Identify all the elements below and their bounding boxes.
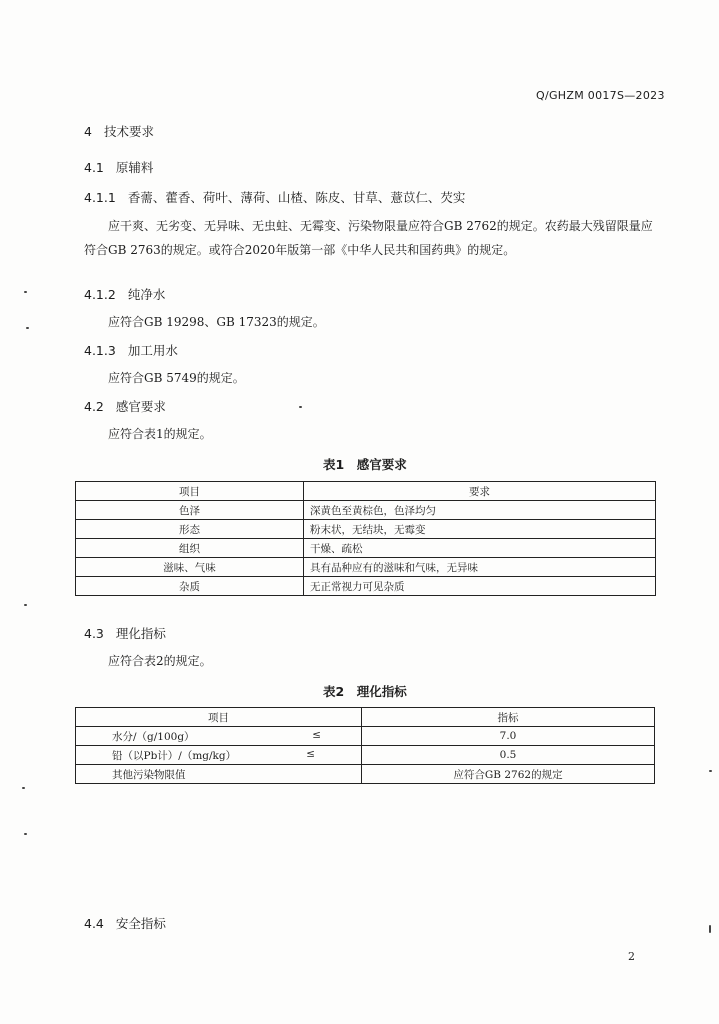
section-4-1-3-text: 应符合GB 5749的规定。 [108,371,245,385]
table-cell: 形态 [76,520,304,539]
section-title: 技术要求 [103,124,154,139]
section-number: 4.2 [84,399,104,414]
table-row [76,558,656,577]
section-title: 香薷、藿香、荷叶、薄荷、山楂、陈皮、甘草、薏苡仁、芡实 [127,190,466,205]
section-title: 纯净水 [127,287,166,302]
scan-speck [299,406,302,408]
section-4-2-text: 应符合表1的规定。 [108,427,212,441]
section-4-4-heading [84,914,166,932]
table-cell: 具有品种应有的滋味和气味，无异味 [304,558,656,577]
section-number: 4.4 [84,916,104,931]
section-title: 原辅料 [115,160,154,175]
section-number: 4.3 [84,626,104,641]
page-number: 2 [628,950,635,963]
table-row [76,539,656,558]
table-cell: 粉末状，无结块，无霉变 [304,520,656,539]
table-header-cell: 项目 [76,482,304,501]
section-number: 4.1.1 [84,190,116,205]
scan-speck [26,327,29,329]
table-cell: 深黄色至黄棕色，色泽均匀 [304,501,656,520]
scan-speck [709,925,711,933]
scan-speck [24,291,27,293]
table-row [76,501,656,520]
table-cell [76,746,362,765]
item-label: 铅（以Pb计）/（mg/kg） [112,749,237,762]
table-cell: 滋味、气味 [76,558,304,577]
section-title: 安全指标 [115,916,166,931]
table1 [75,481,656,596]
section-4-1-heading [84,158,153,176]
table-row [76,577,656,596]
section-title: 感官要求 [115,399,166,414]
table-cell: 无正常视力可见杂质 [304,577,656,596]
table-cell [76,727,362,746]
table-header-cell: 指标 [362,708,655,727]
section-4-1-1-heading [84,188,465,206]
operator: ≤ [312,729,321,741]
operator: ≤ [306,748,315,760]
table-header-cell: 项目 [76,708,362,727]
section-4-3-heading [84,624,166,642]
scan-speck [24,604,27,606]
section-4-1-1-text: 应干爽、无劣变、无异味、无虫蛀、无霉变、污染物限量应符合GB 2762的规定。农药最大残留限量应符合GB 2763的规定。或符合2020年版第一部《中华人民共和国药典》的规定。 [84,219,653,257]
item-label: 水分/（g/100g） [112,730,195,743]
table-row [76,746,655,765]
table-row [76,520,656,539]
table-header-row [76,482,656,501]
table1-caption: 表1 感官要求 [323,457,407,472]
table-header-cell: 要求 [304,482,656,501]
table-cell: 干燥、疏松 [304,539,656,558]
table-cell: 7.0 [362,727,655,746]
section-title: 理化指标 [115,626,166,641]
document-code: Q/GHZM 0017S—2023 [536,89,665,102]
table-cell: 色泽 [76,501,304,520]
section-4-3-text: 应符合表2的规定。 [108,654,212,668]
table-row [76,765,655,784]
table-cell [76,765,362,784]
section-title: 加工用水 [127,343,178,358]
section-number: 4.1.2 [84,287,116,302]
scan-speck [24,833,27,835]
section-4-1-2-heading [84,285,165,303]
section-4-2-heading [84,397,166,415]
table-cell: 应符合GB 2762的规定 [362,765,655,784]
section-number: 4.1 [84,160,104,175]
section-4-1-3-heading [84,341,178,359]
section-4-heading [84,122,154,140]
section-4-1-2-text: 应符合GB 19298、GB 17323的规定。 [108,315,325,329]
table2 [75,707,655,784]
section-number: 4.1.3 [84,343,116,358]
item-label: 其他污染物限值 [112,768,186,781]
table2-caption: 表2 理化指标 [323,684,407,699]
table-cell: 0.5 [362,746,655,765]
table-row [76,727,655,746]
table-cell: 杂质 [76,577,304,596]
table-header-row [76,708,655,727]
scan-speck [22,787,25,789]
scan-speck [709,770,712,772]
section-number: 4 [84,124,92,139]
table-cell: 组织 [76,539,304,558]
